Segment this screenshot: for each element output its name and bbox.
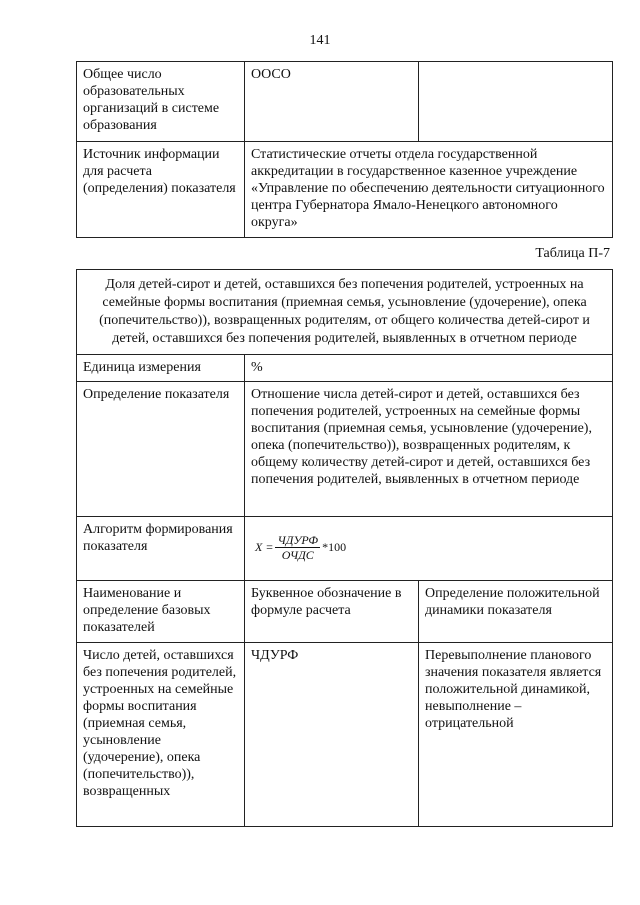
indicator-source-table xyxy=(76,61,613,238)
row-value: ООСО xyxy=(245,62,419,142)
unit-label: Единица измерения xyxy=(77,355,245,382)
row-extra xyxy=(419,62,613,142)
indicator-heading: Доля детей-сирот и детей, оставшихся без попечения родителей, устроенных на семейные формы воспитания (приемная семья, усыновление (удочерение), опека (попечительство)), возвращенных родителям, от общего количества детей-сирот и детей, оставшихся без попечения родителей, выявленных в отчетном периоде xyxy=(77,270,613,355)
formula-denominator: ОЧДС xyxy=(281,548,314,562)
column-header-dynamics: Определение положительной динамики показателя xyxy=(419,581,613,643)
table-row xyxy=(77,581,613,643)
column-header-name: Наименование и определение базовых показателей xyxy=(77,581,245,643)
table-row xyxy=(77,142,613,238)
column-header-symbol: Буквенное обозначение в формуле расчета xyxy=(245,581,419,643)
table-row xyxy=(77,355,613,382)
base-indicator-symbol: ЧДУРФ xyxy=(245,643,419,827)
indicator-passport-table xyxy=(76,269,613,827)
table-row xyxy=(77,382,613,517)
definition-label: Определение показателя xyxy=(77,382,245,517)
base-indicator-dynamics: Перевыполнение планового значения показателя является положительной динамикой, невыполнение – отрицательной xyxy=(419,643,613,827)
page-number: 141 xyxy=(309,33,331,48)
formula-numerator: ЧДУРФ xyxy=(277,533,319,547)
base-indicator-name: Число детей, оставшихся без попечения родителей, устроенных на семейные формы воспитания (приемная семья, усыновление (удочерение), опека (попечительство)), возвращенных xyxy=(77,643,245,827)
formula-cell xyxy=(245,517,613,581)
table-row xyxy=(77,62,613,142)
table-row xyxy=(77,270,613,355)
row-label: Общее число образовательных организаций в системе образования xyxy=(77,62,245,142)
formula-fraction xyxy=(275,533,320,562)
row-value: Статистические отчеты отдела государственной аккредитации в государственное казенное учреждение «Управление по обеспечению деятельности ситуационного центра Губернатора Ямало-Ненецкого автономного округа» xyxy=(245,142,613,238)
formula-multiplier: *100 xyxy=(322,540,347,554)
table-caption: Таблица П-7 xyxy=(535,246,610,261)
definition-value: Отношение числа детей-сирот и детей, оставшихся без попечения родителей, устроенных на семейные формы воспитания (приемная семья, усыновление (удочерение), опека (попечительство)), возвращенных родителям, к общему количеству детей-сирот и детей, оставшихся без попечения родителей, выявленных в отчетном периоде xyxy=(245,382,613,517)
unit-value: % xyxy=(245,355,613,382)
table-row xyxy=(77,643,613,827)
table-row xyxy=(77,517,613,581)
algorithm-label: Алгоритм формирования показателя xyxy=(77,517,245,581)
row-label: Источник информации для расчета (определения) показателя xyxy=(77,142,245,238)
formula-lhs: X = xyxy=(255,540,274,554)
formula xyxy=(255,533,346,562)
